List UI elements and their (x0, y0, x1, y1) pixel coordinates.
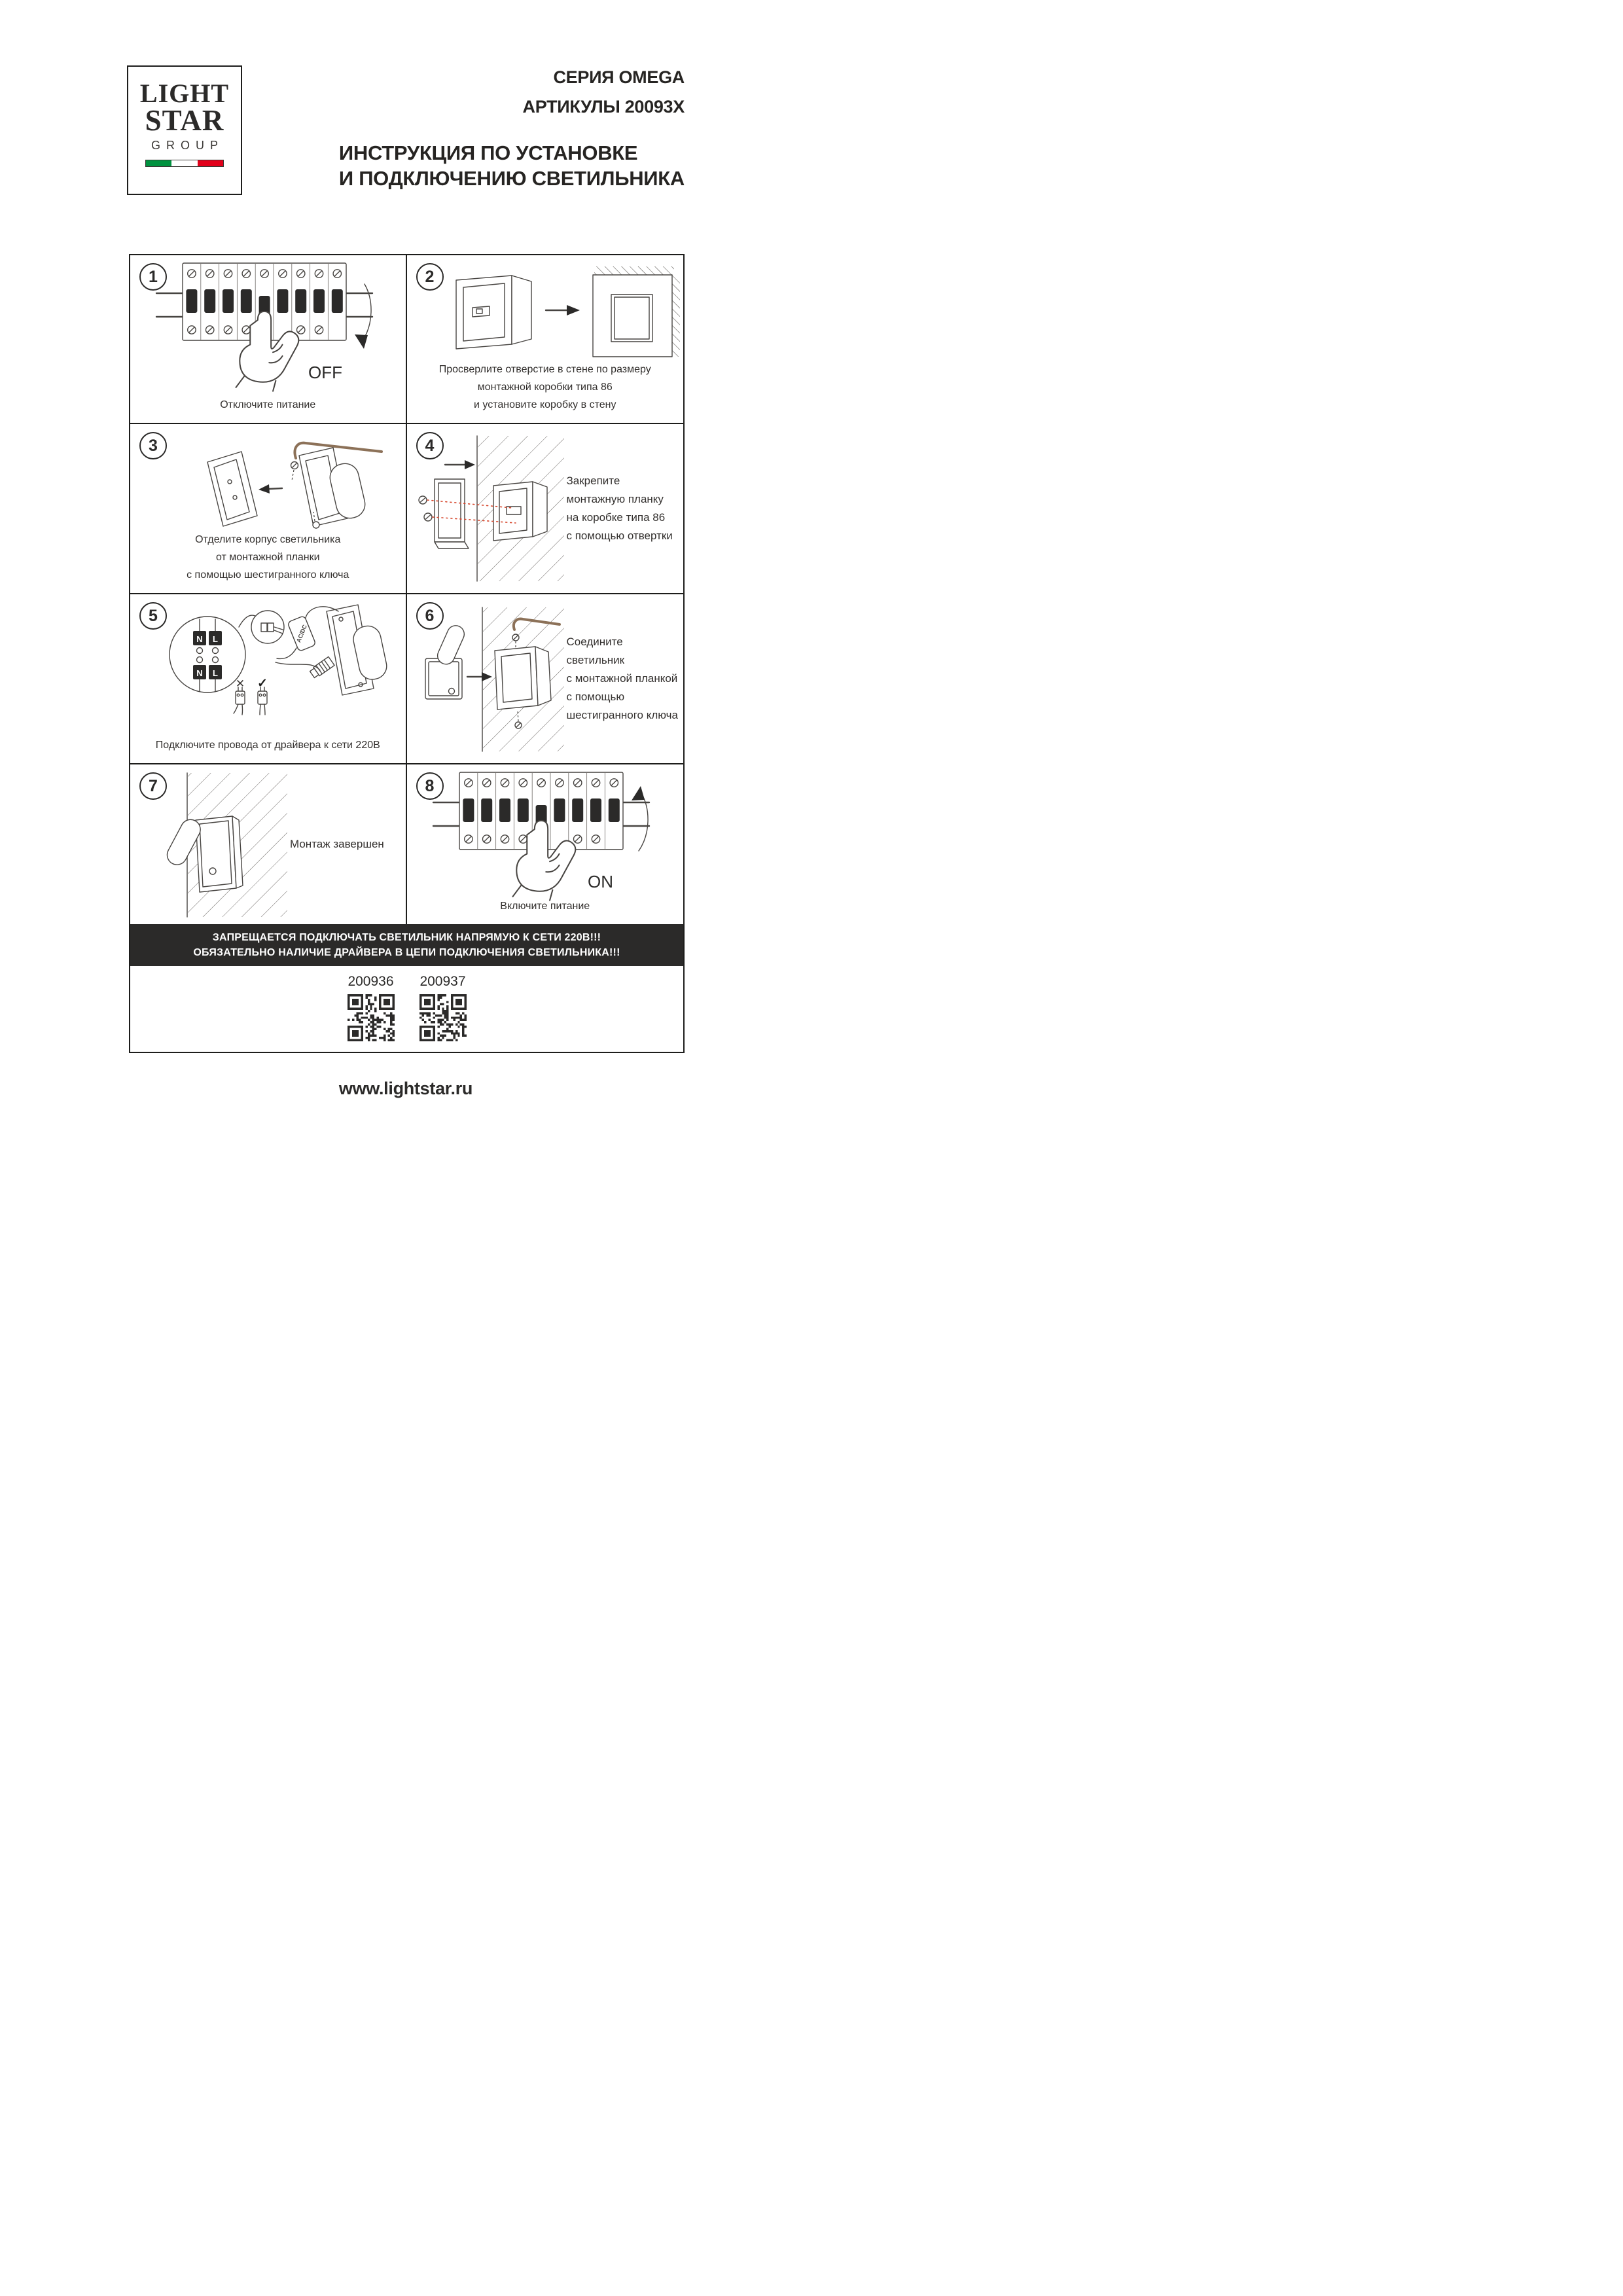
wall-hole-icon (593, 266, 680, 357)
arrow-right-icon (445, 460, 475, 469)
flag-red (198, 160, 223, 166)
article-code: 200937 (419, 974, 466, 989)
logo-word-group: GROUP (151, 139, 224, 152)
step-8-cell (407, 764, 684, 924)
lamp-back-icon (327, 605, 389, 695)
step-3-caption: Отделите корпус светильника от монтажной планки с помощью шестигранного ключа (187, 534, 349, 581)
step-2-cell (407, 255, 684, 424)
article-numbers: АРТИКУЛЫ 20093Х (522, 97, 685, 117)
step-2-number: 2 (416, 263, 444, 291)
svg-text:L: L (213, 634, 218, 644)
italian-flag-icon (145, 160, 224, 167)
series-name: СЕРИЯ OMEGA (553, 67, 685, 87)
lamp-icon (164, 816, 243, 892)
svg-text:N: N (196, 668, 203, 678)
step-3-number: 3 (139, 432, 167, 459)
qr-code (348, 994, 395, 1041)
arrow-right-icon (546, 305, 580, 315)
mounting-box-wall-illustration (407, 260, 682, 359)
breaker-panel-on-illustration (407, 764, 682, 895)
document-title (339, 140, 685, 191)
step-2-caption: Просверлите отверстие в стене по размеру монтажной коробки типа 86 и установите коробку в стену (438, 364, 651, 410)
wiring-illustration (130, 597, 405, 725)
step-1-cell (130, 255, 407, 424)
step-8-number: 8 (416, 772, 444, 800)
step-7-text: Монтаж завершен (290, 838, 384, 850)
step-6-cell (407, 594, 684, 764)
svg-text:N: N (196, 634, 203, 644)
right-connector-icon (257, 677, 268, 715)
detach-body-illustration (130, 428, 405, 528)
svg-text:L: L (213, 668, 218, 678)
flag-white (171, 160, 197, 166)
step-1-number: 1 (139, 263, 167, 291)
step-6-text: Соедините светильник с монтажной планкой с помощью шестигранного ключа (566, 636, 678, 721)
step-5-cell (130, 594, 407, 764)
step-7-number: 7 (139, 772, 167, 800)
step-5-caption: Подключите провода от драйвера к сети 220В (155, 740, 380, 751)
warning-line1: ЗАПРЕЩАЕТСЯ ПОДКЛЮЧАТЬ СВЕТИЛЬНИК НАПРЯМУЮ К СЕТИ 220В!!! (212, 932, 601, 943)
in-wall-box-icon (493, 482, 547, 541)
off-label: OFF (308, 363, 342, 382)
document-title-line2: И ПОДКЛЮЧЕНИЮ СВЕТИЛЬНИКА (338, 167, 685, 190)
document-title-line1: ИНСТРУКЦИЯ ПО УСТАНОВКЕ (338, 141, 638, 164)
qr-code (419, 994, 467, 1041)
installation-steps-table (129, 254, 685, 1053)
article-code: 200936 (348, 974, 394, 989)
on-label: ON (587, 872, 613, 891)
article-qr-item (348, 974, 395, 1052)
header-titles (339, 63, 685, 191)
mounting-plate-icon (207, 452, 257, 526)
instruction-page (0, 0, 812, 1148)
step-6-number: 6 (416, 602, 444, 630)
logo-word-light: LIGHT (139, 79, 230, 108)
breaker-panel-off-illustration (130, 255, 405, 386)
mounting-plate-icon (435, 479, 469, 548)
step-5-number: 5 (139, 602, 167, 630)
warning-banner (130, 924, 683, 966)
mounting-box-icon (456, 276, 531, 349)
step-3-cell (130, 424, 407, 594)
website-url: www.lightstar.ru (338, 1079, 473, 1098)
qr-section (130, 966, 683, 1052)
logo-word-star: STAR (145, 104, 224, 137)
warning-line2: ОБЯЗАТЕЛЬНО НАЛИЧИЕ ДРАЙВЕРА В ЦЕПИ ПОДКЛЮЧЕНИЯ СВЕТИЛЬНИКА!!! (193, 947, 620, 958)
svg-text:AC/DC: AC/DC (295, 623, 308, 644)
lightstar-logo (127, 65, 242, 195)
step-7-cell (130, 764, 407, 924)
step-4-cell (407, 424, 684, 594)
arrow-left-icon (259, 484, 282, 493)
step-1-caption: Отключите питание (220, 399, 316, 410)
svg-text:✕: ✕ (235, 677, 245, 690)
screw-icon (291, 462, 298, 481)
cable-gland-icon (309, 656, 334, 679)
wrong-connector-icon (234, 677, 245, 715)
lamp-body-icon (299, 448, 368, 528)
article-qr-item (419, 974, 467, 1052)
flag-green (146, 160, 171, 166)
lamp-icon (425, 623, 467, 699)
in-wall-plate-icon (495, 647, 551, 709)
step-8-caption: Включите питание (500, 901, 590, 912)
step-4-number: 4 (416, 432, 444, 459)
step-4-text: Закрепите монтажную планку на коробке типа 86 с помощью отвертки (566, 475, 673, 542)
svg-text:✓: ✓ (257, 677, 268, 691)
